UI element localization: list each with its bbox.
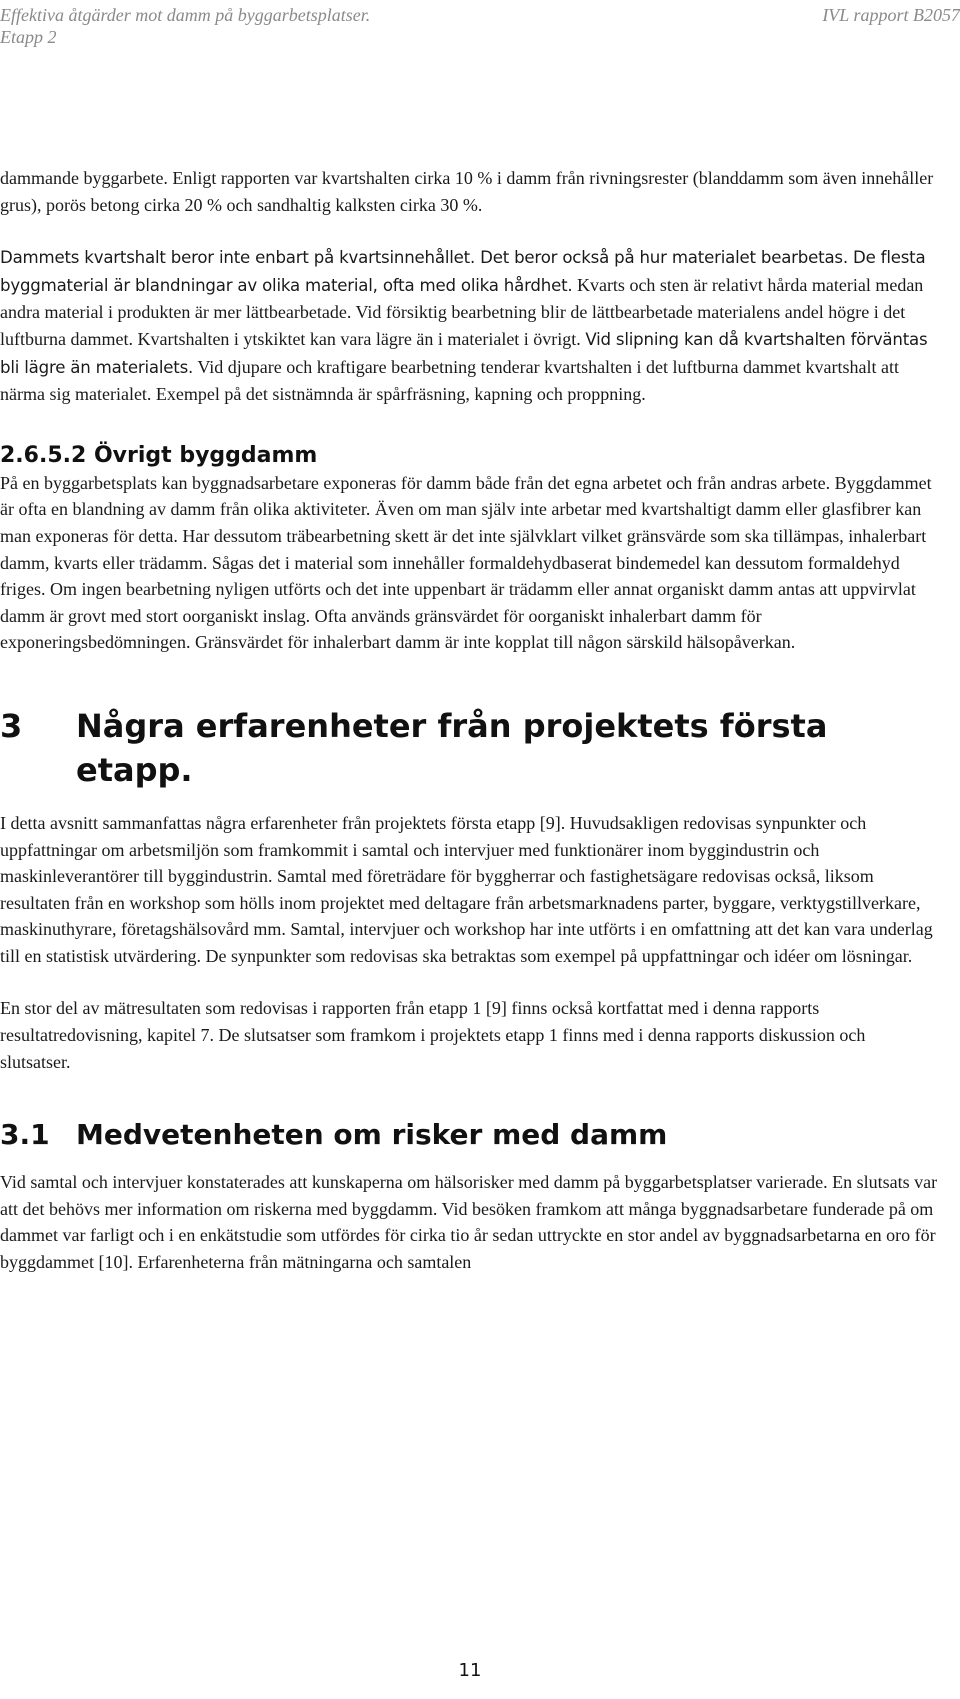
paragraph-body-text: Kvarts och sten är relativt hårda material medan andra material i produkten är mer lättbearbetade. Vid försiktig bearbetning blir de lättbearbetade materialens andel högre i det luftburna dammet. Kvartshalten i ytskiktet kan vara lägre än i materialet i övrigt. <box>0 274 924 349</box>
header-subtitle: Etapp 2 <box>0 27 57 47</box>
heading-section-3-1 <box>0 1117 940 1153</box>
paragraph-ovrigt-byggdamm: På en byggarbetsplats kan byggnadsarbetare exponeras för damm både från det egna arbetet och från andras arbete. Byggdammet är ofta en blandning av damm från olika aktiviteter. Även om man själv inte arbetar med kvartshaltigt damm eller glasfibrer kan man exponeras för detta. Har dessutom träbearbetning skett är det inte självklart vilket gränsvärde som ska tillämpas, inhalerbart damm, kvarts eller trädamm. Sågas det i material som innehåller formaldehydbaserat bindemedel kan dessutom formaldehyd friges. Om ingen bearbetning nyligen utförts och det inte uppenbart är trädamm eller annat organiskt damm antas att uppvirvlat damm är grovt med stort oorganiskt inslag. Ofta används gränsvärdet för oorganiskt inhalerbart damm för exponeringsbedömningen. Gränsvärdet för inhalerbart damm är inte kopplat till någon särskild hälsopåverkan. <box>0 472 932 653</box>
section-title: Medvetenheten om risker med damm <box>76 1118 668 1152</box>
paragraph-slipning-text: Vid slipning kan då kvartshalten förväntas bli lägre än materialets. <box>0 329 928 377</box>
paragraph-section-3-1: Vid samtal och intervjuer konstaterades att kunskaperna om hälsorisker med damm på byggarbetsplatser varierade. En slutsats var att det behövs mer information om riskerna med byggdamm. Vid besöken framkom att många byggnadsarbetare funderade på om dammet var farligt och i en enkätstudie som utfördes för cirka tio år sedan uttryckte en stor andel av byggnadsarbetarna en oro för byggdammet [10]. Erfarenheterna från mätningarna och samtalen <box>0 1172 938 1273</box>
running-header-left <box>0 4 370 48</box>
paragraph-lead-text: Dammets kvartshalt beror inte enbart på kvartsinnehållet. Det beror också på hur materialet bearbetas. De flesta byggmaterial är blandningar av olika material, ofta med olika hårdhet. <box>0 248 926 295</box>
page-body <box>0 165 940 1276</box>
paragraph-kvartshalt-intro: dammande byggarbete. Enligt rapporten var kvartshalten cirka 10 % i damm från rivningsrester (blanddamm som även innehåller grus), porös betong cirka 20 % och sandhaltig kalksten cirka 30 %. <box>0 168 934 215</box>
paragraph-kvartshalt-bearbetning <box>0 244 940 408</box>
header-title: Effektiva åtgärder mot damm på byggarbetsplatser. <box>0 5 371 25</box>
paragraph-chapter-3-intro: I detta avsnitt sammanfattas några erfarenheter från projektets första etapp [9]. Huvudsakligen redovisas synpunkter och uppfattningar om arbetsmiljön som framkommit i samtal och intervjuer med funktionärer inom byggindustrin och maskinleverantörer till byggindustrin. Samtal med företrädare för byggherrar och fastighetsägare redovisas också, liksom resultaten från en workshop som hölls inom projektet med deltagare från arbetsmarknadens parter, byggare, verktygstillverkare, maskinuthyrare, företagshälsovård mm. Samtal, intervjuer och workshop har inte utförts i en omfattning att det kan vara underlag till en statistisk utvärdering. De synpunkter som redovisas ska betraktas som exempel på uppfattningar och idéer om lösningar. <box>0 812 933 966</box>
paragraph-chapter-3-results: En stor del av mätresultaten som redovisas i rapporten från etapp 1 [9] finns också kortfattat med i denna rapports resultatredovisning, kapitel 7. De slutsatser som framkom i projektets etapp 1 finns med i denna rapports diskussion och slutsatser. <box>0 998 866 1072</box>
paragraph-end-text: Vid djupare och kraftigare bearbetning tenderar kvartshalten i det luftburna dammet kvartshalt att närma sig materialet. Exempel på det sistnämnda är spårfräsning, kapning och proppning. <box>0 356 899 405</box>
section-number: 3.1 <box>0 1118 50 1152</box>
heading-chapter-3 <box>0 704 940 792</box>
page-number: 11 <box>458 1660 482 1681</box>
chapter-number: 3 <box>0 706 23 745</box>
heading-ovrigt-byggdamm: 2.6.5.2 Övrigt byggdamm <box>0 442 318 468</box>
chapter-title: Några erfarenheter från projektets första etapp. <box>76 706 828 789</box>
running-header-right: IVL rapport B2057 <box>822 5 960 25</box>
